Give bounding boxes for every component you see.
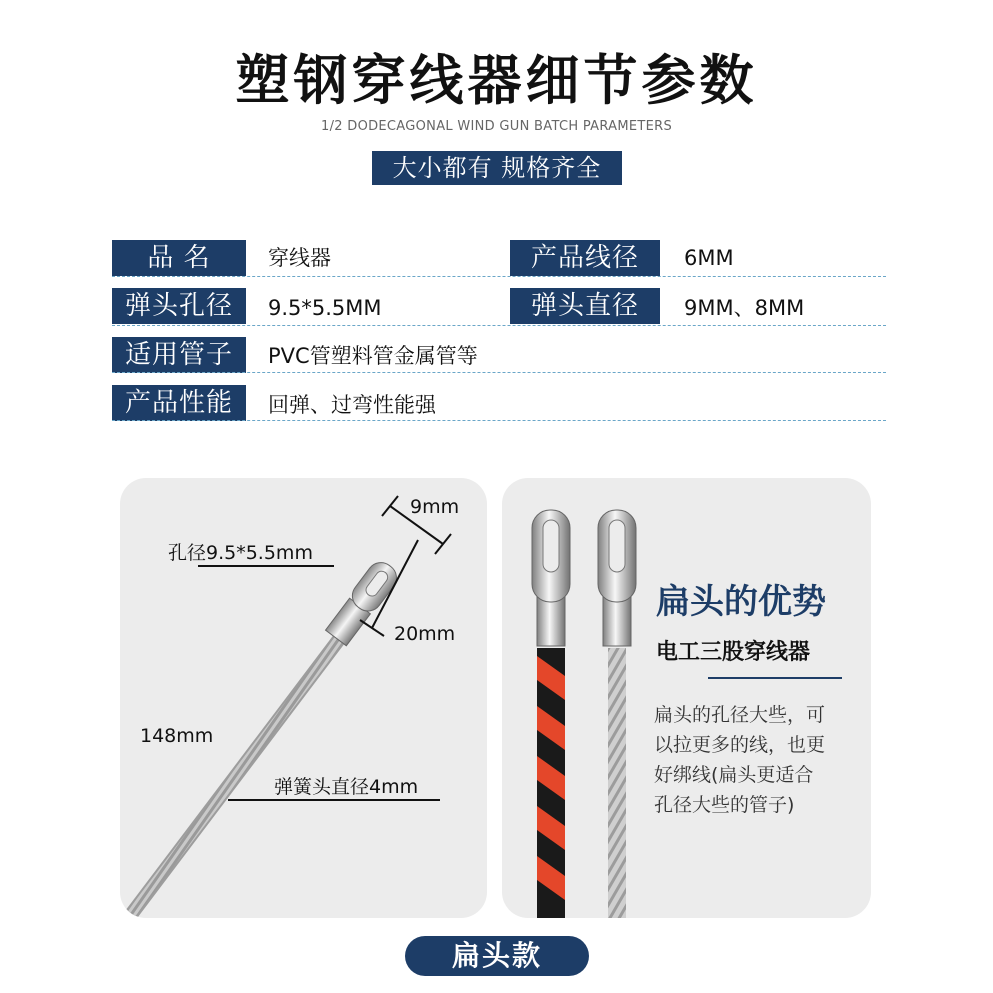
tagline-banner: 大小都有 规格齐全 <box>372 151 622 185</box>
advantage-desc-line: 扁头的孔径大些，可 <box>654 704 826 726</box>
advantage-subtitle: 电工三股穿线器 <box>656 640 811 665</box>
dim-head-length-label: 20mm <box>394 623 456 645</box>
spec-label-head-hole: 弹头孔径 <box>112 288 246 324</box>
advantage-panel <box>502 478 871 918</box>
dim-hole-label: 孔径9.5*5.5mm <box>168 542 313 564</box>
spec-value-performance: 回弹、过弯性能强 <box>268 393 436 417</box>
dim-total-label: 148mm <box>140 725 214 747</box>
red-black-twisted-cable <box>537 648 565 918</box>
advantage-description <box>654 700 868 820</box>
dim-spring-label: 弹簧头直径4mm <box>274 776 419 798</box>
spec-label-performance: 产品性能 <box>112 385 246 421</box>
row-divider <box>112 276 886 277</box>
spec-label-head-diameter: 弹头直径 <box>510 288 660 324</box>
advantage-desc-line: 好绑线(扁头更适合 <box>654 764 814 786</box>
style-badge: 扁头款 <box>405 936 589 976</box>
row-divider <box>112 420 886 421</box>
advantage-divider <box>708 677 842 679</box>
flat-head-tip-red <box>532 510 570 646</box>
advantage-desc-line: 孔径大些的管子) <box>654 794 795 816</box>
spec-value-head-hole: 9.5*5.5MM <box>268 296 382 320</box>
advantage-title: 扁头的优势 <box>656 582 826 622</box>
spec-value-pipe-use: PVC管塑料管金属管等 <box>268 344 478 368</box>
silver-cable <box>608 648 626 918</box>
spec-label-wire-diameter: 产品线径 <box>510 240 660 276</box>
flat-head-tip-silver <box>598 510 636 646</box>
advantage-desc-line: 以拉更多的线，也更 <box>654 734 826 756</box>
page-title: 塑钢穿线器细节参数 <box>235 49 758 112</box>
spec-label-product-name: 品 名 <box>112 240 246 276</box>
row-divider <box>112 325 886 326</box>
dimension-panel <box>120 478 487 918</box>
spec-label-pipe-use: 适用管子 <box>112 337 246 373</box>
page-subtitle: 1/2 DODECAGONAL WIND GUN BATCH PARAMETERS <box>321 119 672 134</box>
spec-value-head-diameter: 9MM、8MM <box>684 296 805 320</box>
spec-value-product-name: 穿线器 <box>268 246 331 270</box>
spec-value-wire-diameter: 6MM <box>684 246 734 270</box>
threader-product-illustration <box>502 478 652 918</box>
flat-head-tip <box>324 557 402 647</box>
dim-width-label: 9mm <box>410 496 460 518</box>
row-divider <box>112 372 886 373</box>
